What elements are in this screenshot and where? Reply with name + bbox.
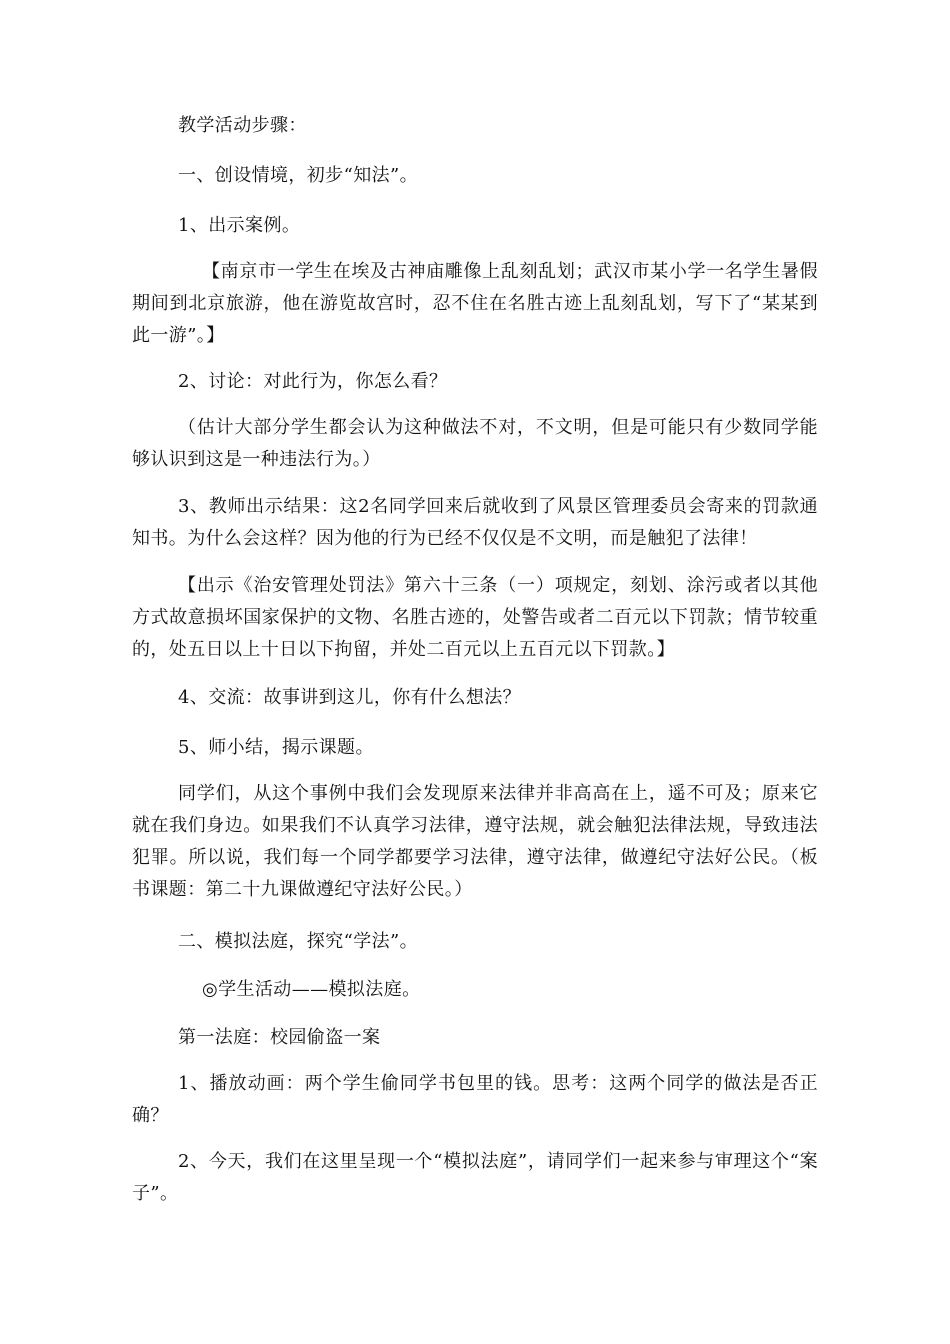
step-play-animation: 1、播放动画：两个学生偷同学书包里的钱。思考：这两个同学的做法是否正确？ bbox=[132, 1073, 818, 1126]
first-court-title: 第一法庭：校园偷盗一案 bbox=[178, 1027, 381, 1048]
step-discussion: 2、讨论：对此行为，你怎么看？ bbox=[178, 371, 448, 392]
legal-provision: 【出示《治安管理处罚法》第六十三条（一）项规定，刻划、涂污或者以其他方式故意损坏国家保护的文物、名胜古迹的，处警告或者二百元以下罚款；情节较重的，处五日以上十日以下拘留，并处二百元以上五百元以下罚款。】 bbox=[132, 575, 818, 660]
case-description: 【南京市一学生在埃及古神庙雕像上乱刻乱划；武汉市某小学一名学生暑假期间到北京旅游，他在游览故宫时，忍不住在名胜古迹上乱刻乱划，写下了“某某到此一游”。】 bbox=[132, 261, 818, 346]
step-mock-court: 2、今天，我们在这里呈现一个“模拟法庭”，请同学们一起来参与审理这个“案子”。 bbox=[132, 1151, 818, 1204]
step-communication: 4、交流：故事讲到这儿，你有什么想法？ bbox=[178, 687, 522, 708]
step-show-case: 1、出示案例。 bbox=[178, 215, 301, 236]
heading-activity-steps: 教学活动步骤： bbox=[178, 115, 307, 136]
teacher-summary-paragraph: 同学们，从这个事例中我们会发现原来法律并非高高在上，遥不可及；原来它就在我们身边。如果我们不认真学习法律，遵守法规，就会触犯法律法规，导致违法犯罪。所以说，我们每一个同学都要学习法律，遵守法律，做遵纪守法好公民。（板书课题：第二十九课做遵纪守法好公民。） bbox=[132, 783, 818, 900]
step-summary: 5、师小结，揭示课题。 bbox=[178, 737, 374, 758]
teacher-result: 3、教师出示结果：这2名同学回来后就收到了风景区管理委员会寄来的罚款通知书。为什么会这样？因为他的行为已经不仅仅是不文明，而是触犯了法律！ bbox=[132, 496, 818, 549]
student-activity-title: ◎学生活动——模拟法庭。 bbox=[202, 979, 421, 1000]
section-heading-know-law: 一、创设情境，初步“知法”。 bbox=[178, 165, 419, 186]
estimated-student-response: （估计大部分学生都会认为这种做法不对，不文明，但是可能只有少数同学能够认识到这是一种违法行为。） bbox=[132, 417, 818, 470]
section-heading-learn-law: 二、模拟法庭，探究“学法”。 bbox=[178, 931, 419, 952]
